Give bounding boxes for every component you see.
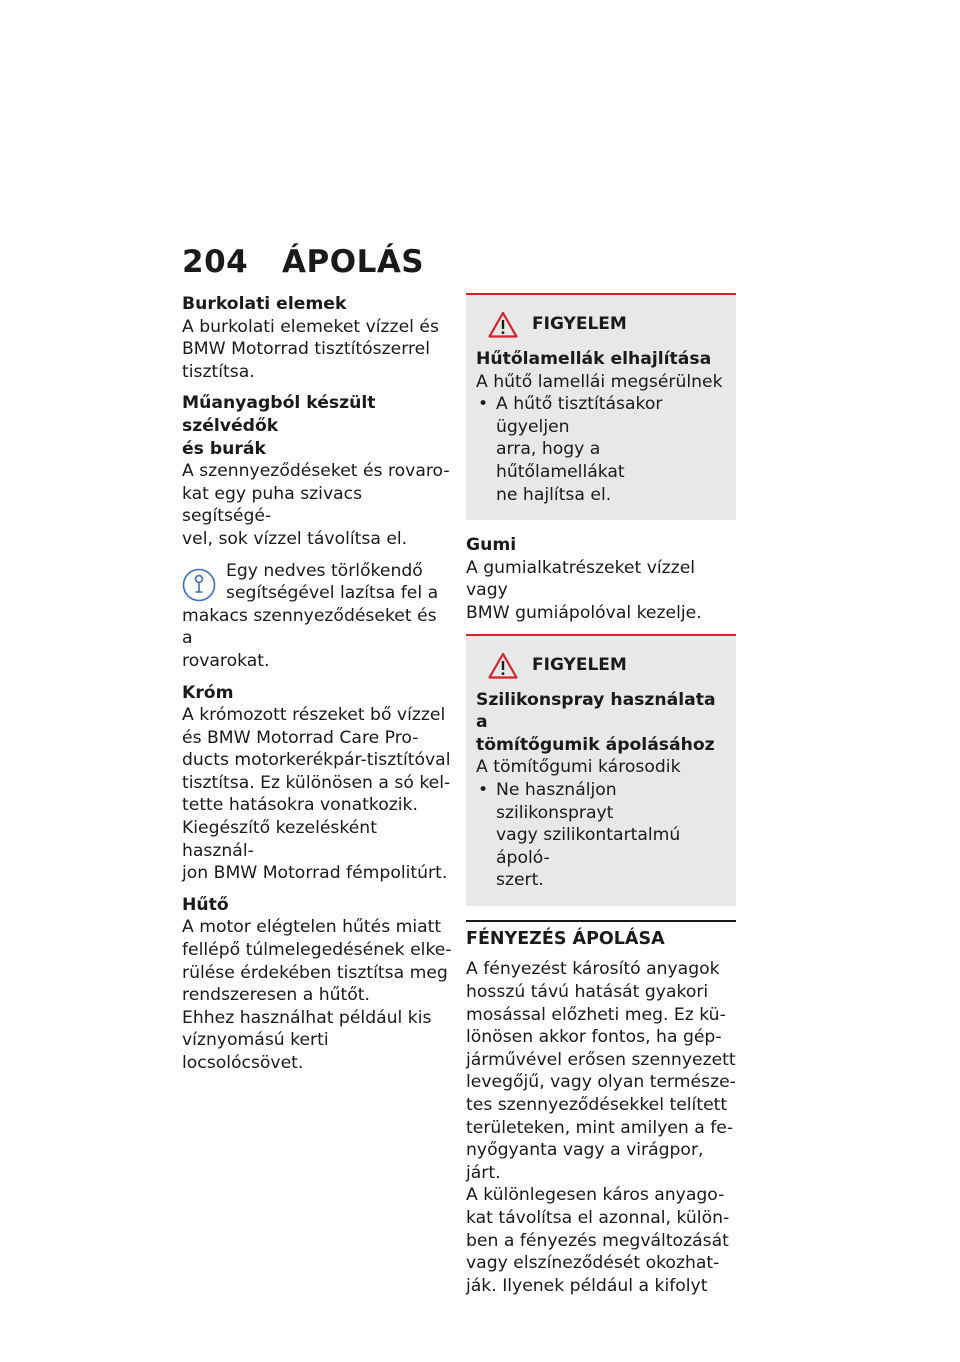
warning-title: Hűtőlamellák elhajlítása [476, 349, 712, 369]
info-tip-icon [182, 568, 216, 602]
page-number: 204 [182, 244, 249, 280]
section-burkolati [182, 293, 452, 383]
text-line: hosszú távú hatását gyakori [466, 982, 709, 1003]
section-title: Hűtő [182, 894, 229, 915]
text-line: tisztítsa. Ez különösen a só kel- [182, 772, 451, 793]
warning-header [476, 652, 726, 679]
text-line: BMW gumiápolóval kezelje. [466, 602, 702, 623]
section-szelvedo [182, 392, 452, 550]
text-line: levegőjű, vagy olyan természe- [466, 1072, 736, 1093]
text-line: ne hajlítsa el. [496, 484, 612, 505]
text-line: vel, sok vízzel távolítsa el. [182, 528, 408, 549]
text-line: A fényezést károsító anyagok [466, 959, 720, 980]
section-title: Műanyagból készült szélvédők [182, 393, 376, 436]
text-line: A krómozott részeket bő vízzel [182, 705, 446, 726]
text-line: ben a fényezés megváltozását [466, 1230, 729, 1251]
text-line: A gumialkatrészeket vízzel vagy [466, 557, 696, 601]
right-column [466, 293, 736, 1297]
text-line: A motor elégtelen hűtés miatt [182, 917, 442, 938]
text-line: szert. [496, 870, 544, 891]
text-line: A szennyeződéseket és rovaro- [182, 461, 450, 482]
text-line: A különlegesen káros anyago- [466, 1185, 725, 1206]
tip-text: makacs szennyeződéseket és a [182, 605, 437, 649]
warning-text: A hűtő lamellái megsérülnek [476, 371, 723, 392]
text-line: kat egy puha szivacs segítségé- [182, 483, 363, 527]
text-line: • Ne használjon szilikonsprayt [496, 779, 617, 823]
warning-label: FIGYELEM [532, 314, 627, 335]
bullet-item [476, 779, 726, 892]
text-line: vagy szilikontartalmú ápoló- [496, 825, 681, 868]
left-column [182, 293, 452, 1084]
text-line: jon BMW Motorrad fémpolitúrt. [182, 863, 448, 884]
section-title: és burák [182, 438, 266, 459]
text-line: vagy elszíneződését okozhat- [466, 1253, 720, 1274]
section-fenyezes [466, 958, 736, 1297]
text-line: rendszeresen a hűtőt. [182, 985, 371, 1006]
warning-triangle-icon [488, 652, 518, 679]
text-line: nyőgyanta vagy a virágpor, járt. [466, 1140, 704, 1183]
text-line: Kiegészítő kezelésként használ- [182, 818, 377, 861]
warning-text: A tömítőgumi károsodik [476, 757, 681, 778]
section-gumi [466, 534, 736, 624]
text-line: tisztítsa. [182, 361, 255, 382]
text-line: A burkolati elemeket vízzel és [182, 316, 439, 337]
text-line: területeken, mint amilyen a fe- [466, 1117, 734, 1138]
warning-header [476, 311, 726, 338]
section-title: Króm [182, 682, 234, 703]
text-line: ducts motorkerékpár-tisztítóval [182, 750, 451, 771]
text-line: rülése érdekében tisztítsa meg [182, 962, 448, 983]
text-line: ják. Ilyenek például a kifolyt [466, 1275, 708, 1296]
section-title: Burkolati elemek [182, 294, 347, 314]
warning-label: FIGYELEM [532, 654, 627, 675]
text-line: arra, hogy a hűtőlamellákat [496, 439, 625, 482]
text-line: mosással előzheti meg. Ez kü- [466, 1004, 726, 1025]
chapter-title: ÁPOLÁS [282, 244, 425, 280]
text-line: tette hatásokra vonatkozik. [182, 795, 418, 816]
section-heading-fenyezes: FÉNYEZÉS ÁPOLÁSA [466, 920, 736, 951]
text-line: víznyomású kerti locsolócsövet. [182, 1030, 329, 1073]
tip-box [182, 560, 452, 673]
text-line: fellépő túlmelegedésének elke- [182, 940, 452, 961]
text-line: járművével erősen szennyezett [466, 1049, 736, 1070]
text-line: • A hűtő tisztításakor ügyeljen [496, 394, 663, 437]
text-line: BMW Motorrad tisztítószerrel [182, 339, 431, 360]
text-line: Ehhez használhat például kis [182, 1007, 432, 1028]
warning-title: tömítőgumik ápolásához [476, 734, 715, 755]
text-line: és BMW Motorrad Care Pro- [182, 727, 419, 748]
warning-title: Szilikonspray használata a [476, 689, 716, 733]
text-line: kat távolítsa el azonnal, külön- [466, 1208, 730, 1228]
text-line: tes szennyeződésekkel telített [466, 1095, 728, 1116]
page-header [182, 244, 424, 280]
text-line: lönösen akkor fontos, ha gép- [466, 1027, 722, 1048]
warning-box [466, 293, 736, 520]
tip-text: rovarokat. [182, 650, 270, 671]
tip-text: segítségével lazítsa fel a [226, 583, 439, 604]
section-title: Gumi [466, 535, 517, 556]
section-krom [182, 682, 452, 885]
section-huto [182, 894, 452, 1075]
warning-triangle-icon [488, 311, 518, 338]
warning-box [466, 634, 736, 906]
tip-text: Egy nedves törlőkendő [226, 560, 423, 581]
bullet-item [476, 393, 726, 506]
